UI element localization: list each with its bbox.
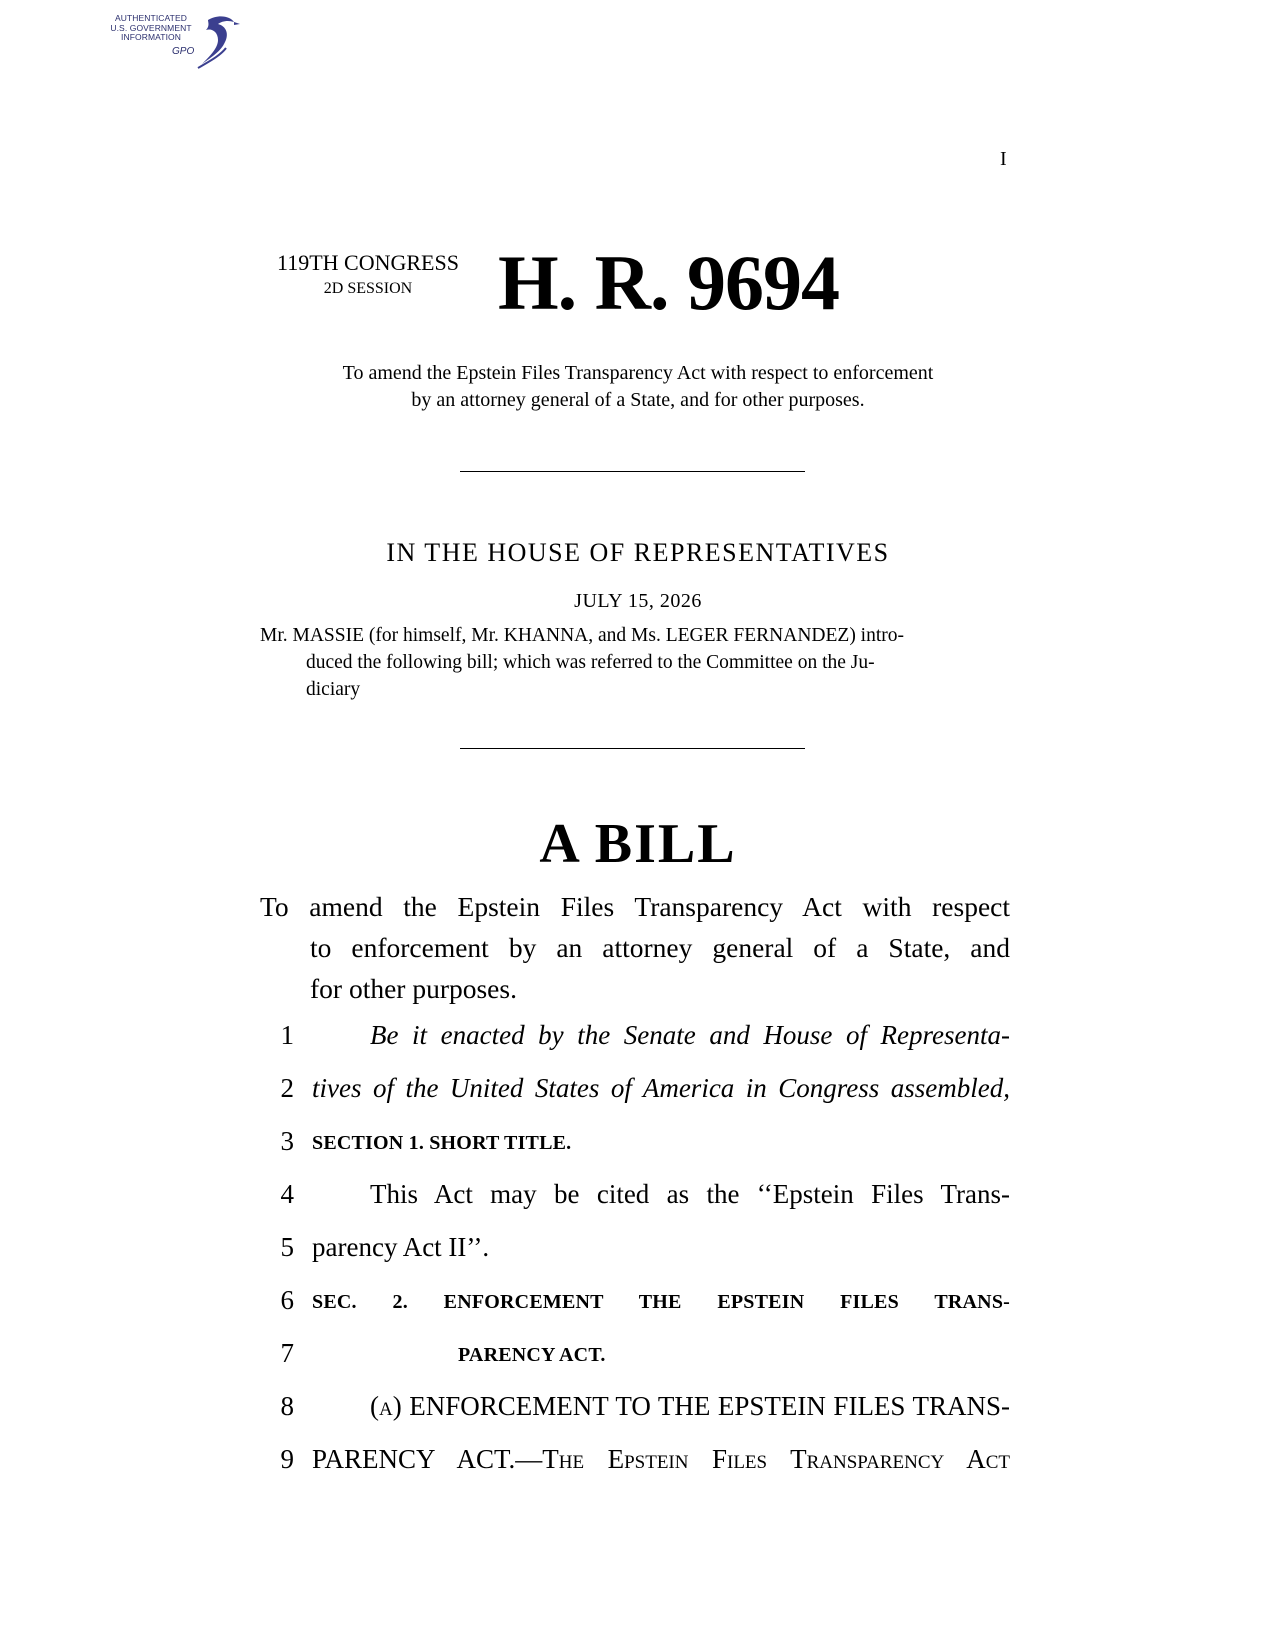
line-number: 4	[280, 1179, 294, 1209]
section-heading: SEC. 2. ENFORCEMENT THE EPSTEIN FILES TRANS-	[312, 1291, 1010, 1313]
a-bill-heading: A BILL	[539, 813, 737, 875]
bill-line	[260, 1444, 1020, 1498]
divider-rule	[460, 748, 805, 749]
eagle-icon	[164, 12, 244, 74]
line-text: tives of the United States of America in Congress assembled,	[312, 1073, 1010, 1103]
line-number: 3	[280, 1126, 294, 1156]
line-text: This Act may be cited as the ‘‘Epstein Files Trans-	[370, 1179, 1010, 1209]
gpo-authentication-logo	[104, 12, 244, 74]
bill-line	[260, 1338, 1020, 1392]
purpose-summary-line: To amend the Epstein Files Transparency Act with respect to enforcement	[342, 362, 934, 384]
bill-line	[260, 1232, 1020, 1286]
purpose-summary-line: by an attorney general of a State, and for other purposes.	[411, 389, 865, 411]
page-mark: I	[1000, 148, 1007, 170]
line-text: (a) ENFORCEMENT TO THE EPSTEIN FILES TRANS-	[370, 1391, 1010, 1421]
line-text: PARENCY ACT.—The Epstein Files Transparency Act	[312, 1444, 1010, 1474]
sponsor-statement	[260, 622, 1008, 703]
bill-line	[260, 1126, 1020, 1180]
sponsor-line: Mr. MASSIE (for himself, Mr. KHANNA, and Ms. LEGER FERNANDEZ) intro-	[260, 625, 905, 646]
line-number: 8	[280, 1391, 294, 1421]
sponsor-line: diciary	[306, 679, 361, 700]
gpo-logo-line: U.S. GOVERNMENT	[110, 22, 192, 33]
line-number: 9	[280, 1444, 294, 1474]
line-text: Be it enacted by the Senate and House of Representa-	[370, 1020, 1010, 1050]
line-number: 1	[280, 1020, 294, 1050]
bill-number: H. R. 9694	[498, 239, 839, 326]
purpose-summary	[258, 360, 1018, 414]
line-number: 2	[280, 1073, 294, 1103]
congress-label: 119TH CONGRESS	[277, 250, 459, 275]
bill-purpose-line: for other purposes.	[310, 973, 517, 1004]
sponsor-line: duced the following bill; which was referred to the Committee on the Ju-	[306, 652, 875, 673]
bill-line	[260, 1073, 1020, 1127]
bill-purpose-line: To amend the Epstein Files Transparency Act with respect	[260, 891, 1010, 922]
congress-session-block	[258, 250, 478, 302]
session-label: 2D SESSION	[323, 280, 413, 297]
line-number: 7	[280, 1338, 294, 1368]
chamber-heading: IN THE HOUSE OF REPRESENTATIVES	[386, 538, 890, 567]
bill-purpose	[260, 886, 1010, 1009]
gpo-logo-line: AUTHENTICATED	[115, 13, 187, 23]
bill-line	[260, 1391, 1020, 1445]
section-heading: PARENCY ACT.	[458, 1344, 606, 1366]
bill-line	[260, 1179, 1020, 1233]
line-number: 5	[280, 1232, 294, 1262]
introduction-date: JULY 15, 2026	[574, 590, 702, 612]
gpo-abbr: GPO	[172, 46, 195, 57]
section-heading: SECTION 1. SHORT TITLE.	[312, 1132, 572, 1154]
gpo-logo-line: INFORMATION	[121, 32, 181, 42]
bill-line	[260, 1020, 1020, 1074]
line-text: parency Act II’’.	[312, 1232, 490, 1262]
line-number: 6	[280, 1285, 294, 1315]
bill-purpose-line: to enforcement by an attorney general of a State, and	[310, 932, 1010, 963]
bill-line	[260, 1285, 1020, 1339]
divider-rule	[460, 471, 805, 472]
